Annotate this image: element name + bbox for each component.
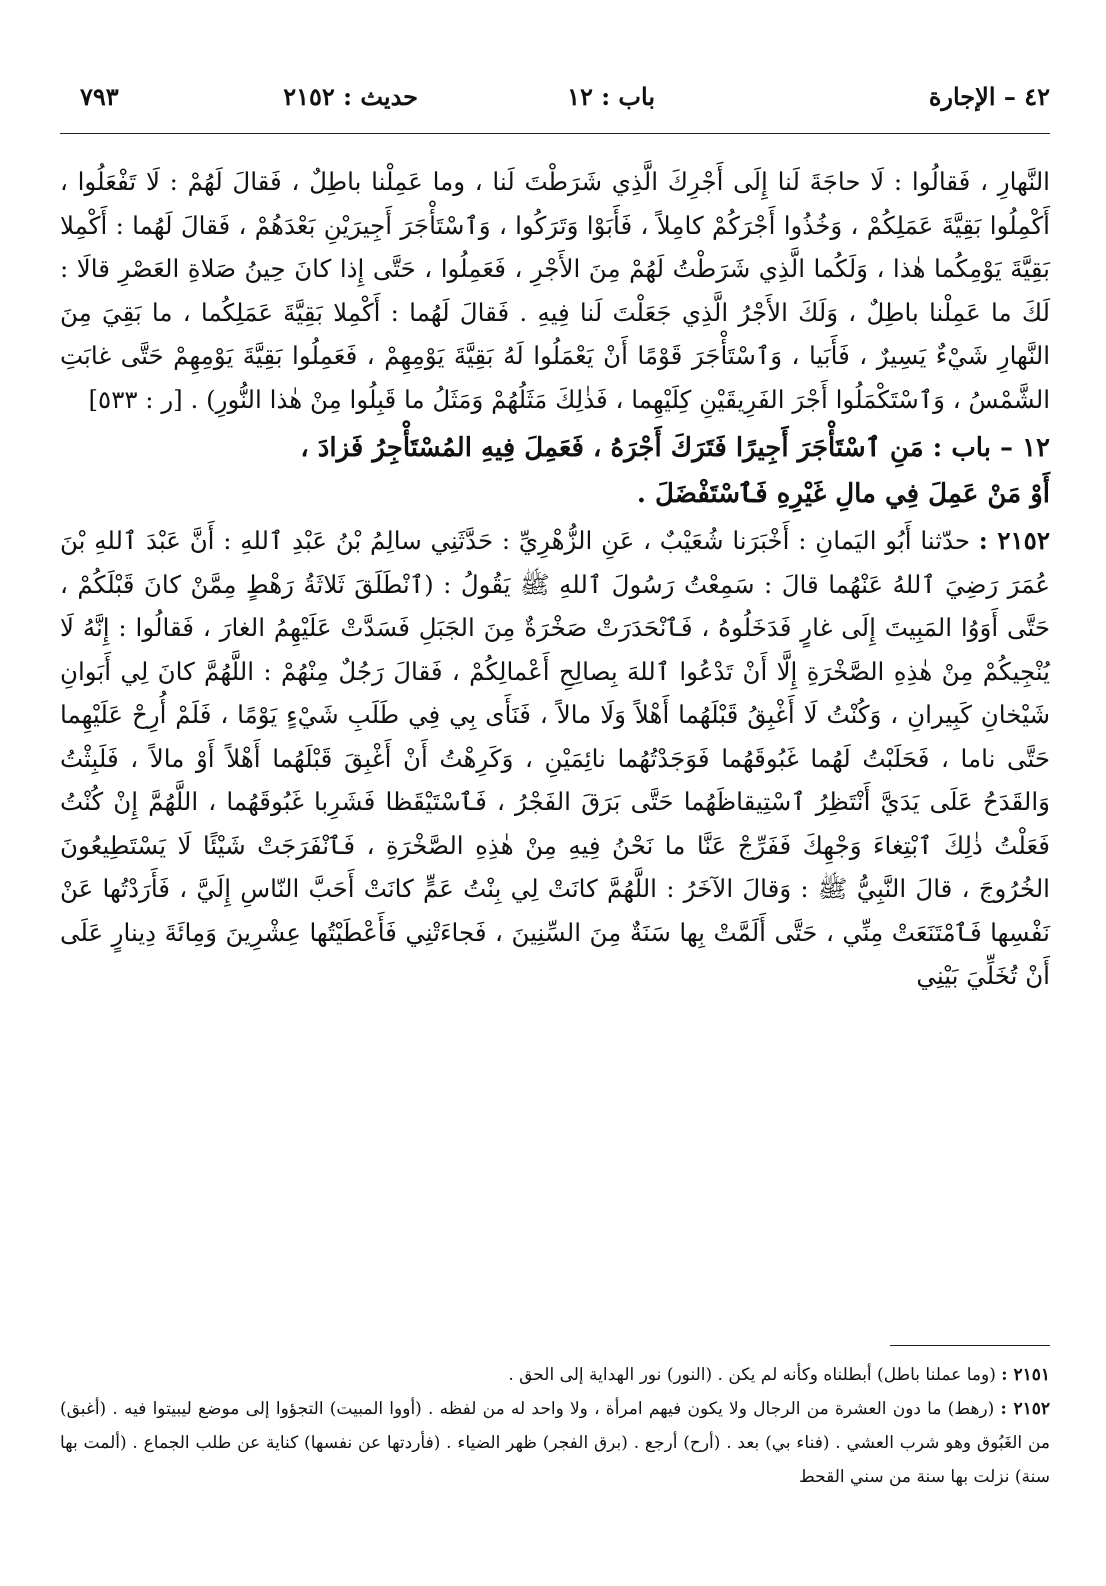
- chapter-title: ٤٢ – الإجارة: [928, 82, 1050, 111]
- hadith-label: حديث : ٢١٥٢: [283, 82, 418, 111]
- hadith-number: ٢١٥٢ :: [978, 526, 1050, 555]
- running-header: [60, 82, 1050, 124]
- hadith-text: حدّثنا أَبُو اليَمانِ : أَخْبَرَنا شُعَيْبٌ ، عَنِ الزُّهْرِيِّ : حَدَّثَنِي سالِمُ بْنُ عَبْدِ ٱللهِ : أَنَّ عَبْدَ ٱللهِ بْنَ عُمَرَ رَضِيَ ٱللهُ عَنْهُما قالَ : سَمِعْتُ رَسُولَ ٱللهِ ﷺ يَقُولُ : (ٱنْطَلَقَ ثَلاثَةُ رَهْطٍ مِمَّنْ كانَ قَبْلَكُمْ ، حَتَّى أَوَوُا المَبِيتَ إِلَى غارٍ فَدَخَلُوهُ ، فَٱنْحَدَرَتْ صَخْرَةٌ مِنَ الجَبَلِ فَسَدَّتْ عَلَيْهِمُ الغارَ ، فَقالُوا : إِنَّهُ لَا يُنْجِيكُمْ مِنْ هٰذِهِ الصَّخْرَةِ إِلَّا أَنْ تَدْعُوا ٱللهَ بِصالِحِ أَعْمالِكُمْ ، فَقالَ رَجُلٌ مِنْهُمْ : اللَّهُمَّ كانَ لِي أَبَوانِ شَيْخانِ كَبِيرانِ ، وَكُنْتُ لَا أَغْبِقُ قَبْلَهُما أَهْلاً وَلَا مالاً ، فَنَأَى بِي فِي طَلَبِ شَيْءٍ يَوْمًا ، فَلَمْ أُرِحْ عَلَيْهِما حَتَّى ناما ، فَحَلَبْتُ لَهُما غَبُوقَهُما فَوَجَدْتُهُما نائِمَيْنِ ، وَكَرِهْتُ أَنْ أَغْبِقَ قَبْلَهُما أَهْلاً أَوْ مالاً ، فَلَبِثْتُ وَالقَدَحُ عَلَى يَدَيَّ أَنْتَظِرُ ٱسْتِيقاظَهُما حَتَّى بَرَقَ الفَجْرُ ، فَٱسْتَيْقَظا فَشَرِبا غَبُوقَهُما ، اللَّهُمَّ إِنْ كُنْتُ فَعَلْتُ ذٰلِكَ ٱبْتِغاءَ وَجْهِكَ فَفَرِّجْ عَنَّا ما نَحْنُ فِيهِ مِنْ هٰذِهِ الصَّخْرَةِ ، فَٱنْفَرَجَتْ شَيْئًا لَا يَسْتَطِيعُونَ الخُرُوجَ ، قالَ النَّبِيُّ ﷺ : وَقالَ الآخَرُ : اللَّهُمَّ كانَتْ لِي بِنْتُ عَمٍّ كانَتْ أَحَبَّ النّاسِ إِلَيَّ ، فَأَرَدْتُها عَنْ نَفْسِها فَٱمْتَنَعَتْ مِنِّي ، حَتَّى أَلَمَّتْ بِها سَنَةٌ مِنَ السِّنِينَ ، فَجاءَتْنِي فَأَعْطَيْتُها عِشْرِينَ وَمِائَةَ دِينارٍ عَلَى أَنْ تُخَلِّيَ بَيْنِي: [60, 526, 1050, 990]
- main-text: [60, 160, 1050, 998]
- chapter-heading-line-2: أَوْ مَنْ عَمِلَ فِي مالِ غَيْرِهِ فَٱسْتَفْضَلَ .: [636, 479, 1050, 509]
- hadith-paragraph: [60, 519, 1050, 998]
- chapter-heading-line-1: ١٢ – باب : مَنِ ٱسْتَأْجَرَ أَجِيرًا فَتَرَكَ أَجْرَهُ ، فَعَمِلَ فِيهِ المُسْتَأْجِرُ فَزادَ ،: [300, 433, 1050, 463]
- paragraph-continuation: النَّهارِ ، فَقالُوا : لَا حاجَةَ لَنا إِلَى أَجْرِكَ الَّذِي شَرَطْتَ لَنا ، وما عَمِلْنا باطِلٌ ، فَقالَ لَهُمْ : لَا تَفْعَلُوا ، أَكْمِلُوا بَقِيَّةَ عَمَلِكُمْ ، وَخُذُوا أَجْرَكُمْ كامِلاً ، فَأَبَوْا وَتَرَكُوا ، وَٱسْتَأْجَرَ أَجِيرَيْنِ بَعْدَهُمْ ، فَقالَ لَهُما : أَكْمِلا بَقِيَّةَ يَوْمِكُما هٰذا ، وَلَكُما الَّذِي شَرَطْتُ لَهُمْ مِنَ الأَجْرِ ، فَعَمِلُوا ، حَتَّى إِذا كانَ حِينُ صَلاةِ العَصْرِ قالَا : لَكَ ما عَمِلْنا باطِلٌ ، وَلَكَ الأَجْرُ الَّذِي جَعَلْتَ لَنا فِيهِ . فَقالَ لَهُما : أَكْمِلا بَقِيَّةَ عَمَلِكُما ، ما بَقِيَ مِنَ النَّهارِ شَيْءٌ يَسِيرٌ ، فَأَبَيا ، وَٱسْتَأْجَرَ قَوْمًا أَنْ يَعْمَلُوا لَهُ بَقِيَّةَ يَوْمِهِمْ ، فَعَمِلُوا بَقِيَّةَ يَوْمِهِمْ حَتَّى غابَتِ الشَّمْسُ ، وَٱسْتَكْمَلُوا أَجْرَ الفَرِيقَيْنِ كِلَيْهِما ، فَذٰلِكَ مَثَلُهُمْ وَمَثَلُ ما قَبِلُوا مِنْ هٰذا النُّورِ) . [ر : ٥٣٣]: [60, 167, 1050, 414]
- header-divider: [60, 133, 1050, 134]
- bab-label: باب : ١٢: [567, 82, 655, 111]
- chapter-heading: [60, 425, 1050, 517]
- footnote-item: [60, 1392, 1050, 1494]
- footnote-item: [60, 1358, 1050, 1392]
- book-page: [60, 0, 1050, 1586]
- page-number: ٧٩٣: [80, 82, 119, 111]
- footnotes: [60, 1358, 1050, 1494]
- footnote-divider: [890, 1345, 1050, 1346]
- footnote-text: (وما عملنا باطل) أبطلناه وكأنه لم يكن . (النور) نور الهداية إلى الحق .: [508, 1365, 996, 1385]
- footnote-number: ٢١٥٢ :: [1000, 1399, 1050, 1419]
- footnote-text: (رهط) ما دون العشرة من الرجال ولا يكون فيهم امرأة ، ولا واحد له من لفظه . (أووا المبيت) التجؤوا إلى موضع ليبيتوا فيه . (أغبق) من الغَبُوق وهو شرب العشي . (فناء بي) بعد . (أرح) أرجع . (برق الفجر) ظهر الضياء . (فأردتها عن نفسها) كناية عن طلب الجماع . (ألمت بها سنة) نزلت بها سنة من سني القحط: [60, 1399, 1050, 1487]
- footnote-number: ٢١٥١ :: [1001, 1365, 1050, 1385]
